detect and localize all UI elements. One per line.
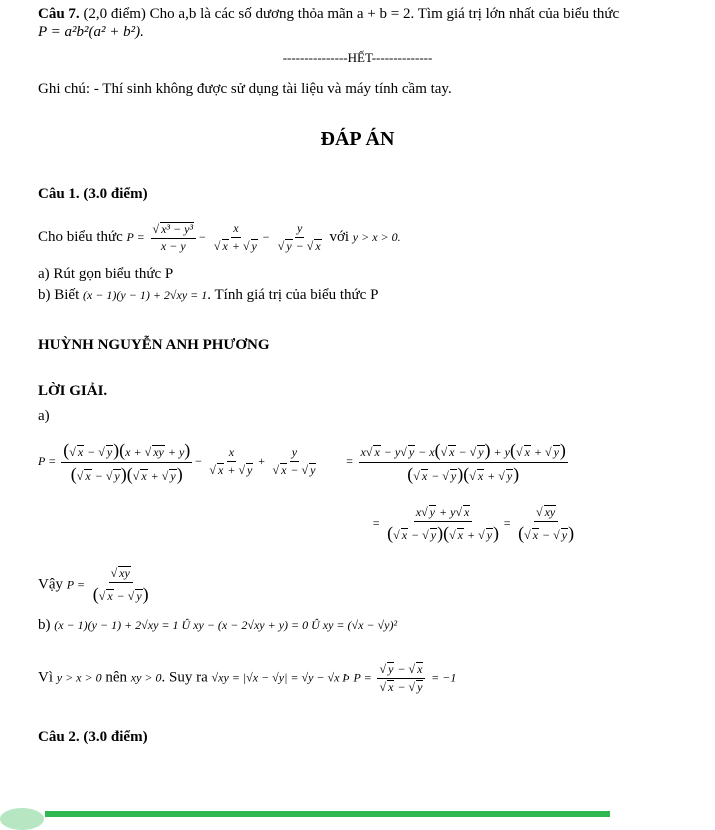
vi-suyra: . Suy ra — [161, 669, 208, 686]
condition: y > x > 0. — [352, 230, 401, 245]
footer-bar — [45, 811, 610, 817]
q7-text: Cho a,b là các số dương thỏa mãn a + b = 2. Tìm giá trị lớn nhất của biểu thức — [149, 6, 620, 22]
q7-label: Câu 7. — [38, 6, 80, 22]
solution-b — [38, 617, 397, 634]
q7-expression: P = a²b²(a² + b²). — [38, 24, 144, 40]
c1-heading: Câu 1. (3.0 điểm) — [38, 186, 148, 202]
vi-line: Vì y > x > 0 nên xy > 0. Suy ra √xy = |√x − √y| = √y − √x Þ P = √ y − √ x √ x − √ y = −1 — [38, 662, 456, 695]
part-b-equation: (x − 1)(y − 1) + 2√xy = 1 — [83, 288, 208, 302]
c1-expression-line: Cho biểu thức P = √ $\frac{\text{x³ − y³}}{x - y}$ − x √ x + √ y − y √ y − √ x với y > x > 0. — [38, 222, 401, 254]
vi-result: = −1 — [431, 670, 457, 685]
solution-b-label: b) — [38, 617, 51, 633]
c1-intro: Cho biểu thức — [38, 229, 123, 246]
author: HUỲNH NGUYỄN ANH PHƯƠNG — [38, 337, 270, 353]
vi-chain: √xy = |√x − √y| = √y − √x Þ — [211, 670, 350, 685]
vi-prefix: Vì — [38, 669, 53, 686]
vay-word: Vậy — [38, 576, 63, 593]
solution-a-line1: P = $\frac{(√ x - √ y)(x + √ xy + y)}{(√ x - √ y)(√ x + √ y)}$ − x √ x + √ y + y √ x − √ y = $\frac{x√ x - y√ y - x(√ x - √ y) + y(√ x + √ y)}{(√ x - √ y)(√ x + √ y)}$ — [38, 440, 570, 484]
q7-points: (2,0 điểm) — [83, 6, 146, 22]
answer-title: ĐÁP ÁN — [320, 128, 395, 150]
fraction-1: √ $\frac{\text{x³ − y³}}{x - y}$ — [151, 222, 197, 254]
footer-decoration — [0, 808, 44, 830]
condition-word: với — [329, 229, 350, 246]
c1-part-a: a) Rút gọn biểu thức P — [38, 266, 174, 282]
solution-title: LỜI GIẢI. — [38, 383, 108, 399]
solution-a-label: a) — [38, 408, 50, 424]
vay-line: Vậy P = √ $\frac{xy}{(√ x - √ y)}$ — [38, 566, 153, 604]
solution-a-line2: = $\frac{x√ y + y√ x}{(√ x - √ y)(√ x + √ y)}$ = √ $\frac{xy}{(√ x - √ y)}$ — [372, 505, 578, 543]
vi-cond: y > x > 0 — [56, 670, 102, 685]
c2-heading: Câu 2. (3.0 điểm) — [38, 729, 148, 745]
vi-cond2: xy > 0 — [130, 670, 162, 685]
part-b-suffix: . Tính giá trị của biểu thức P — [207, 287, 379, 303]
solution-b-text: (x − 1)(y − 1) + 2√xy = 1 Û xy − (x − 2√xy + y) = 0 Û xy = (√x − √y)² — [54, 618, 398, 632]
fraction-2: x √ x + √ y — [212, 222, 260, 254]
part-b-prefix: b) Biết — [38, 287, 80, 303]
c1-part-b — [38, 287, 378, 304]
q7-line1 — [38, 6, 619, 23]
note: Ghi chú: - Thí sinh không được sử dụng tài liệu và máy tính cầm tay. — [38, 81, 452, 97]
end-mark: ---------------HẾT-------------- — [282, 50, 433, 65]
vi-mid: nên — [105, 669, 128, 686]
fraction-3: y √ y − √ x — [276, 222, 324, 254]
